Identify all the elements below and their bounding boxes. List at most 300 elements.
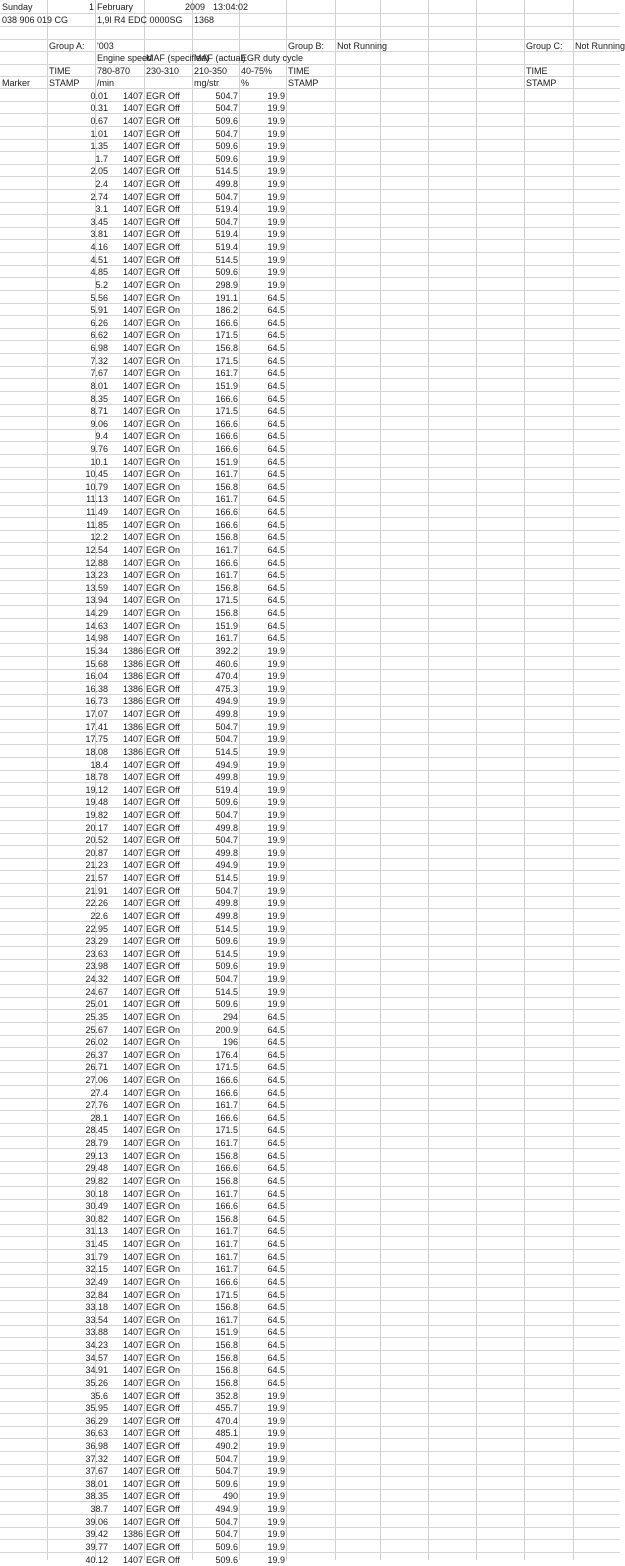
egr-duty-cell[interactable]: 64.5 [267,406,285,417]
egr-state-cell[interactable]: EGR Off [146,1428,180,1439]
egr-state-cell[interactable]: EGR On [146,570,181,581]
engine-speed-cell[interactable]: 1407 [122,1239,143,1249]
maf-actual-cell[interactable]: 196 [222,1037,238,1048]
time-stamp-cell[interactable]: 17.07 [85,709,108,719]
time-cell[interactable]: 13:04:02 [213,2,249,12]
egr-duty-cell[interactable]: 19.9 [267,267,285,278]
time-stamp-cell[interactable]: 8.35 [90,393,108,404]
maf-actual-cell[interactable]: 156.8 [215,1340,238,1350]
egr-state-cell[interactable]: EGR Off [146,974,180,984]
egr-duty-cell[interactable]: 64.5 [267,1226,285,1237]
egr-state-cell[interactable]: EGR Off [146,658,180,669]
egr-range[interactable]: 40-75% [241,66,273,76]
egr-duty-cell[interactable]: 19.9 [267,141,285,152]
egr-state-cell[interactable]: EGR Off [146,216,180,227]
maf-actual-cell[interactable]: 200.9 [215,1024,238,1035]
engine-speed-cell[interactable]: 1407 [122,267,143,278]
engine-speed-cell[interactable]: 1407 [122,166,143,177]
egr-state-cell[interactable]: EGR On [146,1125,181,1136]
time-stamp-cell[interactable]: 14.63 [85,620,108,631]
time-stamp-cell[interactable]: 37.32 [85,1453,108,1464]
time-stamp-cell[interactable]: 2.74 [90,191,108,202]
time-stamp-cell[interactable]: 38.35 [85,1491,108,1502]
engine-speed-cell[interactable]: 1407 [122,860,143,871]
engine-speed-cell[interactable]: 1407 [122,254,143,265]
maf-actual-cell[interactable]: 504.7 [215,128,238,139]
egr-duty-cell[interactable]: 19.9 [267,885,285,896]
time-stamp-cell[interactable]: 21.91 [85,885,108,896]
egr-state-cell[interactable]: EGR On [146,1352,181,1363]
maf-actual-name[interactable]: MAF (actual) [194,53,246,63]
egr-duty-cell[interactable]: 19.9 [267,961,285,972]
time-stamp-cell[interactable]: 0.01 [90,90,108,101]
time-stamp-cell[interactable]: 37.67 [85,1466,108,1477]
engine-speed-cell[interactable]: 1407 [122,1175,143,1186]
engine-speed-cell[interactable]: 1407 [122,507,143,518]
egr-duty-cell[interactable]: 19.9 [267,178,285,189]
engine-speed-cell[interactable]: 1407 [122,1150,143,1161]
engine-speed-cell[interactable]: 1407 [122,317,143,328]
maf-actual-cell[interactable]: 509.6 [215,797,238,808]
time-stamp-cell[interactable]: 36.63 [85,1428,108,1439]
egr-state-cell[interactable]: EGR Off [146,683,180,694]
group-c-label[interactable]: Group C: [526,41,563,51]
engine-speed-cell[interactable]: 1407 [122,1466,143,1477]
egr-state-cell[interactable]: EGR Off [146,721,180,732]
egr-state-cell[interactable]: EGR Off [146,923,180,934]
egr-duty-cell[interactable]: 64.5 [267,608,285,618]
time-stamp-cell[interactable]: 10.45 [85,469,108,480]
egr-state-cell[interactable]: EGR Off [146,797,180,808]
group-c-time-label[interactable]: TIME [526,66,548,76]
egr-state-cell[interactable]: EGR On [146,1075,181,1085]
egr-state-cell[interactable]: EGR Off [146,1440,180,1451]
maf-actual-cell[interactable]: 151.9 [215,1327,238,1338]
egr-duty-cell[interactable]: 19.9 [267,1453,285,1464]
egr-duty-cell[interactable]: 19.9 [267,103,285,114]
egr-state-cell[interactable]: EGR On [146,1062,181,1073]
engine-speed-cell[interactable]: 1407 [122,633,143,644]
group-b-stamp-label[interactable]: STAMP [288,78,319,88]
egr-state-cell[interactable]: EGR Off [146,948,180,959]
egr-state-cell[interactable]: EGR Off [146,166,180,177]
egr-duty-cell[interactable]: 64.5 [267,1365,285,1376]
egr-state-cell[interactable]: EGR Off [146,746,180,757]
egr-duty-cell[interactable]: 19.9 [267,898,285,909]
engine-speed-cell[interactable]: 1386 [122,746,143,757]
time-stamp-cell[interactable]: 22.6 [90,910,108,921]
time-stamp-cell[interactable]: 15.68 [85,658,108,669]
time-stamp-cell[interactable]: 27.76 [85,1100,108,1111]
egr-state-cell[interactable]: EGR Off [146,772,180,783]
egr-duty-cell[interactable]: 19.9 [267,1529,285,1540]
maf-actual-cell[interactable]: 191.1 [215,292,238,303]
engine-speed-cell[interactable]: 1407 [122,974,143,984]
time-stamp-cell[interactable]: 35.26 [85,1377,108,1388]
egr-state-cell[interactable]: EGR On [146,380,181,391]
egr-state-cell[interactable]: EGR On [146,1112,181,1123]
maf-actual-cell[interactable]: 161.7 [215,469,238,480]
engine-speed-cell[interactable]: 1407 [122,456,143,467]
group-c-stamp-label[interactable]: STAMP [526,78,557,88]
egr-state-cell[interactable]: EGR On [146,1239,181,1249]
engine-speed-cell[interactable]: 1407 [122,1125,143,1136]
maf-actual-cell[interactable]: 156.8 [215,1352,238,1363]
maf-actual-cell[interactable]: 156.8 [215,608,238,618]
maf-spec-range[interactable]: 230-310 [146,66,180,76]
egr-duty-cell[interactable]: 19.9 [267,166,285,177]
egr-duty-cell[interactable]: 19.9 [267,658,285,669]
egr-duty-cell[interactable]: 64.5 [267,570,285,581]
egr-duty-cell[interactable]: 19.9 [267,734,285,745]
egr-duty-cell[interactable]: 19.9 [267,1504,285,1514]
maf-actual-cell[interactable]: 294 [222,1011,238,1022]
maf-unit[interactable]: mg/str [194,78,220,88]
time-stamp-cell[interactable]: 36.98 [85,1440,108,1451]
egr-state-cell[interactable]: EGR Off [146,1541,180,1552]
maf-actual-cell[interactable]: 499.8 [215,822,238,833]
egr-state-cell[interactable]: EGR On [146,305,181,316]
engine-speed-cell[interactable]: 1407 [122,355,143,366]
engine-speed-cell[interactable]: 1407 [122,481,143,492]
egr-state-cell[interactable]: EGR On [146,1188,181,1199]
egr-state-cell[interactable]: EGR Off [146,1466,180,1477]
maf-actual-cell[interactable]: 499.8 [215,178,238,189]
egr-state-cell[interactable]: EGR Off [146,242,180,252]
engine-speed-cell[interactable]: 1407 [122,431,143,442]
egr-duty-cell[interactable]: 64.5 [267,1377,285,1388]
maf-actual-cell[interactable]: 171.5 [215,406,238,417]
time-stamp-cell[interactable]: 16.04 [85,671,108,682]
maf-actual-cell[interactable]: 166.6 [215,393,238,404]
time-stamp-cell[interactable]: 4.16 [90,242,108,252]
maf-actual-cell[interactable]: 156.8 [215,1213,238,1224]
maf-actual-cell[interactable]: 166.6 [215,1276,238,1287]
maf-actual-cell[interactable]: 494.9 [215,759,238,770]
time-stamp-cell[interactable]: 32.15 [85,1264,108,1275]
egr-state-cell[interactable]: EGR On [146,1226,181,1237]
maf-actual-cell[interactable]: 504.7 [215,1466,238,1477]
group-a-value[interactable]: '003 [97,41,114,51]
egr-state-cell[interactable]: EGR On [146,1138,181,1149]
maf-actual-cell[interactable]: 509.6 [215,936,238,947]
time-stamp-cell[interactable]: 26.37 [85,1049,108,1060]
maf-actual-cell[interactable]: 161.7 [215,570,238,581]
time-stamp-cell[interactable]: 28.45 [85,1125,108,1136]
egr-duty-cell[interactable]: 64.5 [267,393,285,404]
egr-state-cell[interactable]: EGR On [146,1087,181,1098]
maf-actual-cell[interactable]: 156.8 [215,582,238,593]
engine-speed-cell[interactable]: 1386 [122,683,143,694]
egr-state-cell[interactable]: EGR On [146,1049,181,1060]
egr-duty-cell[interactable]: 64.5 [267,1251,285,1262]
engine-speed-cell[interactable]: 1407 [122,784,143,795]
egr-state-cell[interactable]: EGR Off [146,847,180,858]
maf-actual-cell[interactable]: 504.7 [215,734,238,745]
egr-state-cell[interactable]: EGR Off [146,267,180,278]
engine-speed-cell[interactable]: 1407 [122,242,143,252]
time-stamp-cell[interactable]: 6.26 [90,317,108,328]
egr-state-cell[interactable]: EGR On [146,633,181,644]
maf-actual-cell[interactable]: 504.7 [215,90,238,101]
egr-state-cell[interactable]: EGR Off [146,822,180,833]
engine-speed-cell[interactable]: 1407 [122,1213,143,1224]
egr-duty-cell[interactable]: 64.5 [267,1049,285,1060]
time-stamp-cell[interactable]: 39.42 [85,1529,108,1540]
maf-actual-cell[interactable]: 494.9 [215,860,238,871]
maf-actual-cell[interactable]: 166.6 [215,1087,238,1098]
engine-speed-cell[interactable]: 1407 [122,1327,143,1338]
egr-duty-cell[interactable]: 19.9 [267,1466,285,1477]
year-cell[interactable]: 2009 [184,2,205,12]
maf-actual-cell[interactable]: 490 [222,1491,238,1502]
engine-speed-cell[interactable]: 1407 [122,444,143,454]
egr-duty-cell[interactable]: 64.5 [267,1276,285,1287]
group-b-time-label[interactable]: TIME [288,66,310,76]
egr-duty-cell[interactable]: 19.9 [267,772,285,783]
egr-state-cell[interactable]: EGR On [146,1011,181,1022]
time-stamp-cell[interactable]: 31.79 [85,1251,108,1262]
engine-speed-cell[interactable]: 1407 [122,544,143,555]
egr-duty-cell[interactable]: 19.9 [267,645,285,656]
time-stamp-cell[interactable]: 18.4 [90,759,108,770]
maf-actual-cell[interactable]: 171.5 [215,330,238,341]
egr-duty-cell[interactable]: 64.5 [267,544,285,555]
time-stamp-cell[interactable]: 4.51 [90,254,108,265]
maf-actual-cell[interactable]: 494.9 [215,1504,238,1514]
engine-speed-cell[interactable]: 1407 [122,809,143,820]
time-stamp-cell[interactable]: 34.57 [85,1352,108,1363]
maf-actual-cell[interactable]: 161.7 [215,1226,238,1237]
time-stamp-cell[interactable]: 33.88 [85,1327,108,1338]
engine-speed-cell[interactable]: 1407 [122,898,143,909]
egr-duty-cell[interactable]: 64.5 [267,1239,285,1249]
maf-actual-cell[interactable]: 166.6 [215,1075,238,1085]
time-stamp-cell[interactable]: 22.95 [85,923,108,934]
code-num-cell[interactable]: 1368 [194,15,215,25]
time-stamp-cell[interactable]: 12.88 [85,557,108,568]
egr-state-cell[interactable]: EGR Off [146,709,180,719]
maf-actual-cell[interactable]: 166.6 [215,431,238,442]
egr-state-cell[interactable]: EGR On [146,1377,181,1388]
egr-duty-cell[interactable]: 64.5 [267,1062,285,1073]
time-stamp-cell[interactable]: 8.71 [90,406,108,417]
engine-speed-cell[interactable]: 1407 [122,305,143,316]
engine-speed-cell[interactable]: 1407 [122,608,143,618]
engine-speed-cell[interactable]: 1407 [122,595,143,606]
engine-speed-cell[interactable]: 1407 [122,961,143,972]
time-stamp-cell[interactable]: 10.1 [90,456,108,467]
group-b-label[interactable]: Group B: [288,41,325,51]
egr-state-cell[interactable]: EGR On [146,418,181,429]
engine-speed-cell[interactable]: 1386 [122,645,143,656]
egr-duty-cell[interactable]: 64.5 [267,1314,285,1325]
maf-actual-cell[interactable]: 485.1 [215,1428,238,1439]
engine-speed-cell[interactable]: 1407 [122,1352,143,1363]
time-stamp-cell[interactable]: 27.06 [85,1075,108,1085]
engine-speed-cell[interactable]: 1407 [122,734,143,745]
maf-actual-cell[interactable]: 166.6 [215,1112,238,1123]
egr-state-cell[interactable]: EGR Off [146,229,180,240]
egr-duty-cell[interactable]: 64.5 [267,418,285,429]
maf-actual-cell[interactable]: 504.7 [215,1529,238,1540]
engine-speed-cell[interactable]: 1407 [122,570,143,581]
engine-speed-cell[interactable]: 1407 [122,1112,143,1123]
egr-duty-cell[interactable]: 19.9 [267,835,285,846]
egr-duty-cell[interactable]: 19.9 [267,128,285,139]
egr-duty-cell[interactable]: 19.9 [267,1428,285,1439]
time-stamp-cell[interactable]: 35.95 [85,1403,108,1414]
maf-actual-cell[interactable]: 176.4 [215,1049,238,1060]
time-stamp-cell[interactable]: 7.32 [90,355,108,366]
engine-speed-cell[interactable]: 1407 [122,1478,143,1489]
time-stamp-cell[interactable]: 23.29 [85,936,108,947]
time-stamp-cell[interactable]: 1.01 [90,128,108,139]
egr-state-cell[interactable]: EGR On [146,608,181,618]
maf-actual-cell[interactable]: 499.8 [215,898,238,909]
time-stamp-cell[interactable]: 25.67 [85,1024,108,1035]
engine-speed-cell[interactable]: 1407 [122,1276,143,1287]
engine-speed-cell[interactable]: 1407 [122,1516,143,1527]
egr-state-cell[interactable]: EGR On [146,544,181,555]
engine-speed-cell[interactable]: 1407 [122,1289,143,1300]
egr-state-cell[interactable]: EGR Off [146,103,180,114]
egr-state-cell[interactable]: EGR On [146,317,181,328]
engine-speed-cell[interactable]: 1407 [122,1037,143,1048]
egr-duty-cell[interactable]: 64.5 [267,1138,285,1149]
engine-speed-cell[interactable]: 1407 [122,103,143,114]
egr-duty-cell[interactable]: 64.5 [267,380,285,391]
engine-speed-cell[interactable]: 1407 [122,1491,143,1502]
egr-duty-cell[interactable]: 19.9 [267,191,285,202]
egr-state-cell[interactable]: EGR Off [146,759,180,770]
engine-speed-cell[interactable]: 1407 [122,279,143,290]
egr-state-cell[interactable]: EGR On [146,469,181,480]
egr-state-cell[interactable]: EGR On [146,431,181,442]
engine-speed-range[interactable]: 780-870 [97,66,131,76]
engine-speed-cell[interactable]: 1407 [122,1024,143,1035]
engine-speed-cell[interactable]: 1407 [122,1188,143,1199]
maf-actual-cell[interactable]: 470.4 [215,671,238,682]
egr-duty-cell[interactable]: 64.5 [267,1264,285,1275]
maf-actual-cell[interactable]: 494.9 [215,696,238,707]
engine-speed-cell[interactable]: 1407 [122,1302,143,1313]
engine-speed-cell[interactable]: 1407 [122,557,143,568]
engine-speed-cell[interactable]: 1407 [122,532,143,543]
egr-state-cell[interactable]: EGR Off [146,860,180,871]
egr-duty-cell[interactable]: 19.9 [267,1478,285,1489]
maf-actual-cell[interactable]: 161.7 [215,1239,238,1249]
maf-actual-cell[interactable]: 460.6 [215,658,238,669]
engine-speed-cell[interactable]: 1407 [122,380,143,391]
engine-speed-cell[interactable]: 1407 [122,772,143,783]
egr-duty-cell[interactable]: 64.5 [267,355,285,366]
egr-duty-cell[interactable]: 19.9 [267,873,285,883]
maf-actual-cell[interactable]: 470.4 [215,1415,238,1426]
engine-speed-cell[interactable]: 1407 [122,204,143,215]
maf-actual-cell[interactable]: 490.2 [215,1440,238,1451]
egr-state-cell[interactable]: EGR On [146,557,181,568]
egr-state-cell[interactable]: EGR On [146,444,181,454]
time-stamp-cell[interactable]: 30.18 [85,1188,108,1199]
time-stamp-cell[interactable]: 24.67 [85,986,108,997]
engine-speed-cell[interactable]: 1407 [122,709,143,719]
egr-state-cell[interactable]: EGR On [146,582,181,593]
maf-actual-cell[interactable]: 161.7 [215,1138,238,1149]
maf-actual-cell[interactable]: 151.9 [215,620,238,631]
engine-speed-cell[interactable]: 1407 [122,1075,143,1085]
egr-duty-cell[interactable]: 64.5 [267,456,285,467]
engine-speed-cell[interactable]: 1407 [122,406,143,417]
egr-duty-cell[interactable]: 19.9 [267,204,285,215]
egr-duty-cell[interactable]: 64.5 [267,305,285,316]
maf-actual-cell[interactable]: 166.6 [215,1201,238,1212]
egr-state-cell[interactable]: EGR On [146,406,181,417]
egr-state-cell[interactable]: EGR Off [146,809,180,820]
maf-actual-cell[interactable]: 156.8 [215,532,238,543]
time-stamp-cell[interactable]: 22.26 [85,898,108,909]
engine-speed-cell[interactable]: 1407 [122,1138,143,1149]
egr-state-cell[interactable]: EGR Off [146,204,180,215]
egr-state-cell[interactable]: EGR On [146,494,181,505]
time-stamp-cell[interactable]: 14.98 [85,633,108,644]
maf-actual-cell[interactable]: 499.8 [215,910,238,921]
engine-speed-cell[interactable]: 1407 [122,1251,143,1262]
time-stamp-cell[interactable]: 15.34 [85,645,108,656]
egr-state-cell[interactable]: EGR On [146,355,181,366]
time-stamp-cell[interactable]: 20.52 [85,835,108,846]
maf-actual-cell[interactable]: 509.6 [215,1541,238,1552]
egr-duty-cell[interactable]: 64.5 [267,292,285,303]
egr-duty-cell[interactable]: 19.9 [267,923,285,934]
egr-duty-cell[interactable]: 64.5 [267,368,285,379]
egr-state-cell[interactable]: EGR On [146,1365,181,1376]
maf-spec-name[interactable]: MAF (specified) [146,53,210,63]
egr-state-cell[interactable]: EGR On [146,1276,181,1287]
egr-duty-cell[interactable]: 64.5 [267,1112,285,1123]
group-b-value[interactable]: Not Running [337,41,388,51]
egr-state-cell[interactable]: EGR On [146,620,181,631]
egr-state-cell[interactable]: EGR On [146,1251,181,1262]
egr-duty-cell[interactable]: 64.5 [267,330,285,341]
engine-speed-cell[interactable]: 1407 [122,620,143,631]
egr-state-cell[interactable]: EGR On [146,330,181,341]
time-stamp-cell[interactable]: 2.4 [95,178,108,189]
maf-actual-cell[interactable]: 514.5 [215,746,238,757]
engine-speed-cell[interactable]: 1407 [122,115,143,126]
maf-actual-cell[interactable]: 161.7 [215,368,238,379]
egr-duty-cell[interactable]: 64.5 [267,1037,285,1048]
time-stamp-cell[interactable]: 18.78 [85,772,108,783]
egr-duty-cell[interactable]: 19.9 [267,254,285,265]
engine-speed-cell[interactable]: 1407 [122,1314,143,1325]
engine-speed-cell[interactable]: 1407 [122,582,143,593]
time-stamp-cell[interactable]: 13.94 [85,595,108,606]
egr-duty-cell[interactable]: 19.9 [267,986,285,997]
maf-actual-cell[interactable]: 156.8 [215,1377,238,1388]
egr-state-cell[interactable]: EGR Off [146,873,180,883]
maf-actual-cell[interactable]: 171.5 [215,595,238,606]
engine-speed-cell[interactable]: 1407 [122,835,143,846]
egr-duty-cell[interactable]: 64.5 [267,1188,285,1199]
maf-actual-cell[interactable]: 161.7 [215,1251,238,1262]
time-stamp-cell[interactable]: 4.85 [90,267,108,278]
time-stamp-cell[interactable]: 13.23 [85,570,108,581]
maf-actual-cell[interactable]: 514.5 [215,873,238,883]
egr-duty-cell[interactable]: 19.9 [267,910,285,921]
marker-label[interactable]: Marker [2,78,31,88]
time-stamp-cell[interactable]: 29.13 [85,1150,108,1161]
